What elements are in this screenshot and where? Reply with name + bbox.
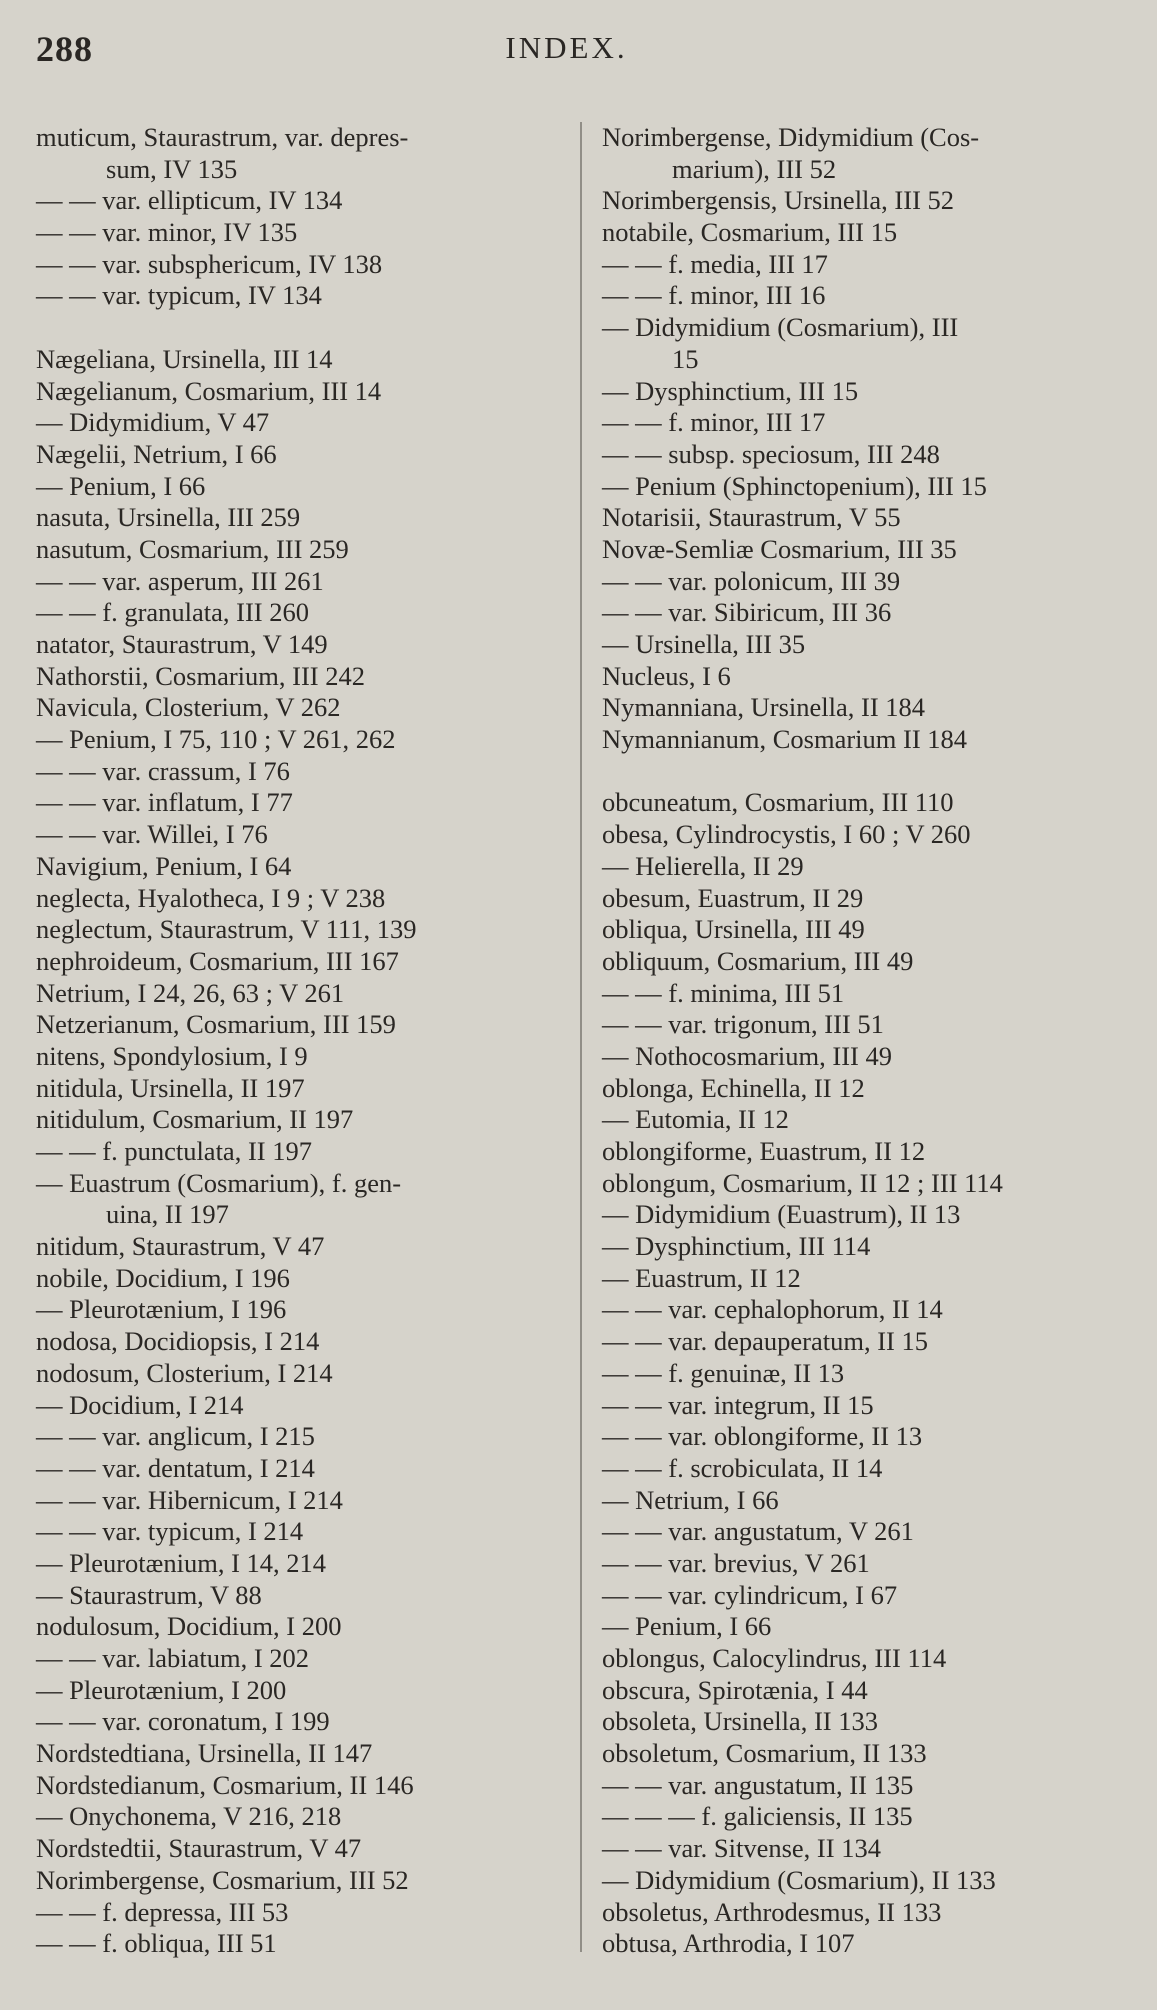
index-entry: Nordstedianum, Cosmarium, II 146: [36, 1769, 414, 1800]
index-entry: — — var. anglicum, I 215: [36, 1421, 315, 1452]
index-entry: — — var. angustatum, II 135: [602, 1769, 914, 1800]
index-entry: — Staurastrum, V 88: [36, 1579, 262, 1610]
index-entry: obesum, Euastrum, II 29: [602, 882, 864, 913]
index-entry: Navicula, Closterium, V 262: [36, 692, 341, 723]
index-entry: — — var. asperum, III 261: [36, 565, 324, 596]
index-entry: oblongum, Cosmarium, II 12 ; III 114: [602, 1167, 1003, 1198]
page-number: 288: [36, 29, 93, 69]
index-entry: — Dysphinctium, III 114: [602, 1231, 871, 1262]
index-entry: — Didymidium (Cosmarium), II 133: [602, 1864, 996, 1895]
index-entry: — — var. Willei, I 76: [36, 819, 268, 850]
index-entry: — — var. labiatum, I 202: [36, 1643, 310, 1673]
index-entry: — — var. polonicum, III 39: [602, 565, 901, 596]
index-entry: Notarisii, Staurastrum, V 55: [602, 502, 901, 533]
index-entry: — Penium, I 66: [36, 470, 206, 501]
index-entry: — — var. angustatum, V 261: [602, 1516, 914, 1547]
index-entry: uina, II 197: [106, 1199, 229, 1230]
index-entry: — Euastrum (Cosmarium), f. gen-: [36, 1167, 402, 1198]
index-entry: — Pleurotænium, I 14, 214: [36, 1547, 327, 1578]
index-entry: — — var. cylindricum, I 67: [602, 1579, 898, 1610]
index-entry: — — var. integrum, II 15: [602, 1389, 874, 1420]
index-entry: obscura, Spirotænia, I 44: [602, 1674, 868, 1705]
index-entry: obcuneatum, Cosmarium, III 110: [602, 787, 954, 818]
index-entry: nephroideum, Cosmarium, III 167: [36, 945, 399, 976]
index-entry: Nordstedtii, Staurastrum, V 47: [36, 1833, 362, 1864]
index-entry: Nathorstii, Cosmarium, III 242: [36, 660, 365, 691]
index-entry: — Pleurotænium, I 196: [36, 1294, 287, 1325]
index-entry: — — f. punctulata, II 197: [36, 1136, 312, 1166]
index-entry: Nucleus, I 6: [602, 660, 731, 691]
index-entry: — — f. minima, III 51: [602, 977, 845, 1008]
index-entry: — — var. dentatum, I 214: [36, 1452, 315, 1483]
index-entry: — — var. Sibiricum, III 36: [602, 597, 892, 628]
index-entry: Nægelii, Netrium, I 66: [36, 438, 277, 469]
index-entry: — — var. oblongiforme, II 13: [602, 1421, 923, 1452]
index-entry: — — — f. galiciensis, II 135: [602, 1801, 913, 1832]
index-entry: obsoleta, Ursinella, II 133: [602, 1706, 878, 1737]
index-entry: obliqua, Ursinella, III 49: [602, 914, 865, 945]
index-entry: notabile, Cosmarium, III 15: [602, 217, 898, 248]
index-entry: obesa, Cylindrocystis, I 60 ; V 260: [602, 819, 971, 850]
index-entry: — — f. media, III 17: [602, 248, 828, 279]
index-entry: neglectum, Staurastrum, V 111, 139: [36, 914, 417, 945]
index-entry: muticum, Staurastrum, var. depres-: [36, 122, 409, 152]
index-entry: Nymannianum, Cosmarium II 184: [602, 724, 968, 755]
index-entry: — — f. scrobiculata, II 14: [602, 1452, 883, 1483]
index-entry: — — var. depauperatum, II 15: [602, 1326, 928, 1357]
index-entry: Netrium, I 24, 26, 63 ; V 261: [36, 977, 345, 1008]
index-entry: — — f. granulata, III 260: [36, 597, 310, 628]
index-entry: — — var. brevius, V 261: [602, 1547, 870, 1578]
index-entry: — Didymidium (Cosmarium), III: [602, 312, 959, 343]
index-entry: — — var. ellipticum, IV 134: [36, 185, 343, 216]
index-entry: — Helierella, II 29: [602, 850, 804, 881]
index-entry: Nordstedtiana, Ursinella, II 147: [36, 1738, 373, 1769]
blank-line: [602, 756, 1122, 788]
index-entry: — — var. trigonum, III 51: [602, 1009, 884, 1040]
index-entry: Netzerianum, Cosmarium, III 159: [36, 1009, 396, 1040]
index-entry: natator, Staurastrum, V 149: [36, 629, 328, 659]
index-entry: — — var. Sitvense, II 134: [602, 1833, 881, 1864]
right-index-column: [602, 122, 1122, 1960]
index-entry: Norimbergense, Cosmarium, III 52: [36, 1864, 409, 1895]
index-entry: obsoletum, Cosmarium, II 133: [602, 1738, 927, 1769]
index-entry: — — f. minor, III 17: [602, 407, 826, 438]
index-entry: oblonga, Echinella, II 12: [602, 1072, 865, 1103]
index-entry: — — subsp. speciosum, III 248: [602, 438, 940, 469]
index-entry: nitidulum, Cosmarium, II 197: [36, 1104, 354, 1135]
index-entry: 15: [672, 343, 699, 374]
index-entry: Norimbergense, Didymidium (Cos-: [602, 122, 980, 152]
index-entry: — Eutomia, II 12: [602, 1104, 789, 1135]
index-entry: — Netrium, I 66: [602, 1484, 779, 1515]
index-entry: nodosa, Docidiopsis, I 214: [36, 1326, 320, 1357]
index-entry: nitidula, Ursinella, II 197: [36, 1072, 305, 1103]
index-entry: — — var. typicum, I 214: [36, 1516, 304, 1547]
index-entry: nobile, Docidium, I 196: [36, 1262, 290, 1293]
index-entry: Navigium, Penium, I 64: [36, 850, 292, 881]
index-entry: — — f. depressa, III 53: [36, 1896, 289, 1927]
index-entry: nitidum, Staurastrum, V 47: [36, 1231, 325, 1262]
index-entry: — Pleurotænium, I 200: [36, 1674, 287, 1705]
index-entry: oblongus, Calocylindrus, III 114: [602, 1643, 947, 1673]
column-divider: [580, 122, 582, 1952]
index-entry: — Dysphinctium, III 15: [602, 375, 859, 406]
page-header: [36, 28, 1097, 78]
index-entry: nasuta, Ursinella, III 259: [36, 502, 301, 533]
index-entry: — — f. minor, III 16: [602, 280, 826, 311]
index-entry: — — var. cephalophorum, II 14: [602, 1294, 943, 1325]
index-entry: nitens, Spondylosium, I 9: [36, 1040, 308, 1071]
index-entry: — Didymidium, V 47: [36, 407, 270, 438]
index-entry: — — var. typicum, IV 134: [36, 280, 322, 311]
index-entry: — — f. genuinæ, II 13: [602, 1357, 845, 1388]
index-entry: — — var. inflatum, I 77: [36, 787, 293, 818]
index-entry: — Euastrum, II 12: [602, 1262, 801, 1293]
index-entry: — — var. coronatum, I 199: [36, 1706, 330, 1737]
index-entry: — — var. Hibernicum, I 214: [36, 1484, 343, 1515]
index-entry: sum, IV 135: [106, 153, 238, 184]
index-entry: — Nothocosmarium, III 49: [602, 1040, 892, 1071]
index-entry: Nymanniana, Ursinella, II 184: [602, 692, 926, 723]
index-entry: — Penium, I 75, 110 ; V 261, 262: [36, 724, 396, 755]
index-entry: — Onychonema, V 216, 218: [36, 1801, 342, 1832]
index-entry: nodulosum, Docidium, I 200: [36, 1611, 342, 1642]
index-entry: Norimbergensis, Ursinella, III 52: [602, 185, 955, 216]
index-entry: — Ursinella, III 35: [602, 629, 806, 659]
index-entry: nodosum, Closterium, I 214: [36, 1357, 333, 1388]
index-entry: obtusa, Arthrodia, I 107: [602, 1928, 855, 1959]
index-entry: — — var. minor, IV 135: [36, 217, 298, 248]
index-entry: obsoletus, Arthrodesmus, II 133: [602, 1896, 942, 1927]
index-entry: — Penium (Sphinctopenium), III 15: [602, 470, 987, 501]
index-entry: Nægeliana, Ursinella, III 14: [36, 343, 333, 374]
index-entry: — Didymidium (Euastrum), II 13: [602, 1199, 961, 1230]
index-entry: Nægelianum, Cosmarium, III 14: [36, 375, 382, 406]
index-entry: oblongiforme, Euastrum, II 12: [602, 1136, 926, 1166]
index-entry: — — var. crassum, I 76: [36, 755, 290, 786]
index-entry: obliquum, Cosmarium, III 49: [602, 945, 914, 976]
index-entry: — Penium, I 66: [602, 1611, 772, 1642]
index-entry: — — var. subsphericum, IV 138: [36, 248, 383, 279]
index-entry: nasutum, Cosmarium, III 259: [36, 533, 349, 564]
index-entry: — — f. obliqua, III 51: [36, 1928, 277, 1959]
index-entry: — Docidium, I 214: [36, 1389, 244, 1420]
index-entry: marium), III 52: [672, 153, 837, 184]
running-head: INDEX.: [505, 30, 628, 65]
blank-line: [36, 312, 556, 344]
index-entry: neglecta, Hyalotheca, I 9 ; V 238: [36, 882, 386, 913]
left-index-column: [36, 122, 556, 1960]
index-entry: Novæ-Semliæ Cosmarium, III 35: [602, 533, 957, 564]
